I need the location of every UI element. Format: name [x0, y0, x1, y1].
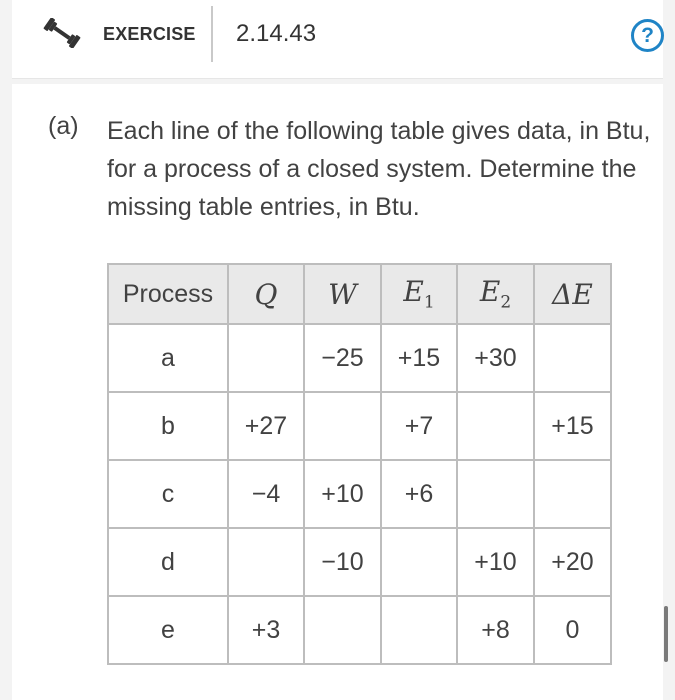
- table-row: [108, 596, 611, 664]
- cell-q: +3: [228, 596, 304, 664]
- cell-w: −25: [304, 324, 381, 392]
- table-row: [108, 324, 611, 392]
- header-e1-symbol: E: [403, 275, 424, 309]
- cell-w: +10: [304, 460, 381, 528]
- question-part-label: (a): [48, 112, 79, 140]
- exercise-number: 2.14.43: [236, 20, 317, 47]
- cell-process: b: [108, 392, 228, 460]
- cell-q: +27: [228, 392, 304, 460]
- cell-w: [304, 596, 381, 664]
- header-divider: [211, 6, 213, 62]
- cell-e2: +8: [457, 596, 534, 664]
- cell-e2: +30: [457, 324, 534, 392]
- cell-w: −10: [304, 528, 381, 596]
- table-row: [108, 460, 611, 528]
- cell-e1: +6: [381, 460, 457, 528]
- cell-e1: +15: [381, 324, 457, 392]
- process-data-table: [107, 263, 612, 665]
- header-e2-subscript: 2: [500, 292, 512, 313]
- cell-process: a: [108, 324, 228, 392]
- cell-q: −4: [228, 460, 304, 528]
- header-w-symbol: W: [328, 277, 357, 311]
- header-e2-symbol: E: [479, 275, 501, 309]
- cell-e1: +7: [381, 392, 457, 460]
- cell-e2: +10: [457, 528, 534, 596]
- cell-delta-e: +15: [534, 392, 611, 460]
- cell-delta-e: 0: [534, 596, 611, 664]
- scrollbar[interactable]: [664, 606, 668, 662]
- header-e1-subscript: 1: [423, 292, 435, 313]
- cell-process: c: [108, 460, 228, 528]
- cell-e2: [457, 392, 534, 460]
- cell-q: [228, 324, 304, 392]
- cell-e1: [381, 528, 457, 596]
- header-q-symbol: Q: [254, 277, 278, 311]
- dumbbell-icon: [42, 18, 82, 48]
- cell-process: d: [108, 528, 228, 596]
- exercise-label: EXERCISE: [103, 24, 196, 44]
- header-e1: [381, 264, 457, 324]
- cell-delta-e: [534, 324, 611, 392]
- cell-q: [228, 528, 304, 596]
- table-row: [108, 392, 611, 460]
- table-header-row: [108, 264, 611, 324]
- header-w: [304, 264, 381, 324]
- cell-e1: [381, 596, 457, 664]
- exercise-header: [12, 0, 663, 79]
- header-e2: [457, 264, 534, 324]
- question-text: Each line of the following table gives data, in Btu, for a process of a closed system. Determine the missing table entries, in Btu.: [107, 117, 651, 221]
- cell-e2: [457, 460, 534, 528]
- header-delta-e-symbol: ΔE: [552, 277, 593, 311]
- cell-delta-e: [534, 460, 611, 528]
- table-row: [108, 528, 611, 596]
- help-icon[interactable]: ?: [631, 19, 664, 52]
- header-process: Process: [108, 264, 228, 324]
- header-q: [228, 264, 304, 324]
- cell-delta-e: +20: [534, 528, 611, 596]
- cell-process: e: [108, 596, 228, 664]
- header-delta-e: [534, 264, 611, 324]
- cell-w: [304, 392, 381, 460]
